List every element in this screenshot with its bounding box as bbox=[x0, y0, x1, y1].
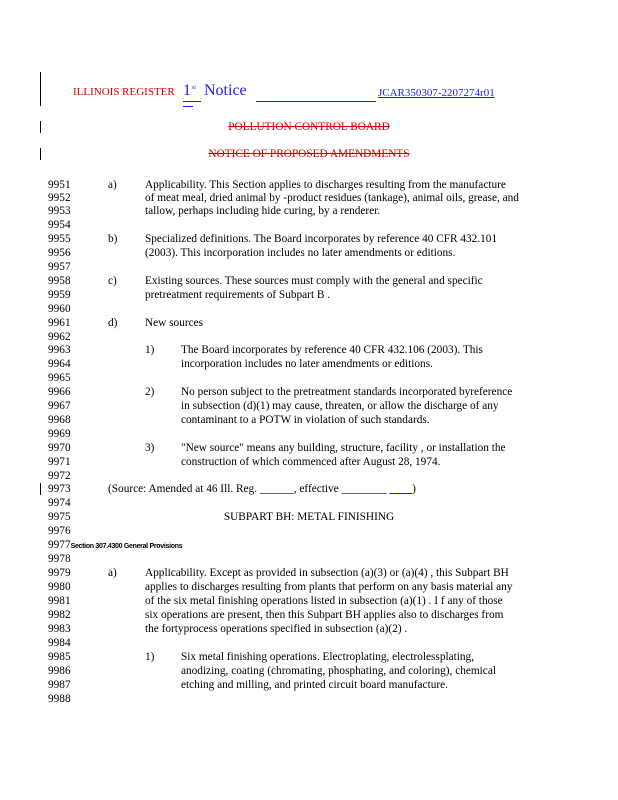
line-text: six operations are present, then this Subpart BH applies also to discharges from bbox=[145, 609, 504, 621]
item-marker: a) bbox=[108, 567, 117, 579]
line-number: 9987 bbox=[48, 679, 71, 691]
notice-title: NOTICE OF PROPOSED AMENDMENTS bbox=[208, 148, 410, 160]
doc-line bbox=[0, 204, 618, 218]
line-text: New sources bbox=[145, 317, 204, 329]
doc-line bbox=[0, 636, 618, 650]
doc-line bbox=[0, 510, 618, 524]
doc-line bbox=[0, 302, 618, 316]
line-text: "New source" means any building, structure, facility , or installation the bbox=[181, 442, 506, 454]
line-number: 9978 bbox=[48, 553, 71, 565]
item-marker: 3) bbox=[145, 442, 155, 454]
line-number: 9973 bbox=[48, 483, 71, 495]
line-text: pretreatment requirements of Subpart B . bbox=[145, 289, 331, 301]
doc-line bbox=[0, 455, 618, 469]
doc-line bbox=[0, 330, 618, 344]
item-marker: b) bbox=[108, 233, 118, 245]
line-text: of meat meal, dried animal by -product residues (tankage), animal oils, grease, and bbox=[145, 192, 519, 204]
line-number: 9982 bbox=[48, 609, 71, 621]
item-marker: 2) bbox=[145, 386, 155, 398]
line-number: 9952 bbox=[48, 192, 71, 204]
doc-line bbox=[0, 594, 618, 608]
line-number: 9970 bbox=[48, 442, 71, 454]
doc-line bbox=[0, 413, 618, 427]
line-number: 9958 bbox=[48, 275, 71, 287]
line-number: 9963 bbox=[48, 344, 71, 356]
line-number: 9984 bbox=[48, 637, 71, 649]
issue-ordinal: st bbox=[192, 85, 197, 91]
board-name: POLLUTION CONTROL BOARD bbox=[228, 121, 390, 133]
item-marker: a) bbox=[108, 179, 117, 191]
item-marker: c) bbox=[108, 275, 117, 287]
doc-line bbox=[0, 260, 618, 274]
line-text: (2003). This incorporation includes no later amendments or editions. bbox=[145, 247, 456, 259]
line-number: 9976 bbox=[48, 525, 71, 537]
line-text: Specialized definitions. The Board incorporates by reference 40 CFR 432.101 bbox=[145, 233, 498, 245]
doc-line bbox=[0, 288, 618, 302]
line-text: applies to discharges resulting from plants that perform on any basis material any bbox=[145, 581, 513, 593]
doc-line bbox=[0, 622, 618, 636]
line-number: 9968 bbox=[48, 414, 71, 426]
line-number: 9979 bbox=[48, 567, 71, 579]
doc-line bbox=[0, 552, 618, 566]
doc-line bbox=[0, 385, 618, 399]
doc-line bbox=[0, 178, 618, 192]
doc-line bbox=[0, 678, 618, 692]
line-number: 9980 bbox=[48, 581, 71, 593]
jcar-code: JCAR350307-2207274r01 bbox=[378, 87, 495, 99]
doc-line bbox=[0, 538, 618, 552]
line-text: Applicability. This Section applies to discharges resulting from the manufacture bbox=[145, 179, 506, 191]
line-text: contaminant to a POTW in violation of such standards. bbox=[181, 414, 430, 426]
line-text: of the six metal finishing operations listed in subsection (a)(1) . I f any of those bbox=[145, 595, 503, 607]
doc-line bbox=[0, 191, 618, 205]
line-number: 9957 bbox=[48, 261, 71, 273]
line-number: 9981 bbox=[48, 595, 71, 607]
line-text: the fortyprocess operations specified in subsection (a)(2) . bbox=[145, 623, 408, 635]
line-text: Existing sources. These sources must comply with the general and specific bbox=[145, 275, 483, 287]
line-number: 9961 bbox=[48, 317, 71, 329]
line-number: 9953 bbox=[48, 205, 71, 217]
line-text: No person subject to the pretreatment standards incorporated byreference bbox=[181, 386, 513, 398]
doc-line bbox=[0, 692, 618, 706]
doc-line bbox=[0, 343, 618, 357]
source-text: (Source: Amended at 46 Ill. Reg. ______, effective ________ bbox=[108, 483, 390, 495]
line-number: 9983 bbox=[48, 623, 71, 635]
line-text: incorporation includes no later amendments or editions. bbox=[181, 358, 433, 370]
source-note bbox=[108, 482, 416, 496]
line-number: 9988 bbox=[48, 693, 71, 705]
doc-line bbox=[0, 246, 618, 260]
header-underline bbox=[183, 101, 201, 102]
line-number: 9971 bbox=[48, 456, 71, 468]
item-marker: 1) bbox=[145, 344, 155, 356]
doc-line bbox=[0, 441, 618, 455]
doc-line bbox=[0, 357, 618, 371]
line-number: 9954 bbox=[48, 219, 71, 231]
source-close: ) bbox=[412, 483, 416, 495]
doc-line bbox=[0, 274, 618, 288]
doc-line bbox=[0, 218, 618, 232]
line-number: 9962 bbox=[48, 331, 71, 343]
line-number: 9975 bbox=[48, 511, 71, 523]
doc-line bbox=[0, 566, 618, 580]
header-underline bbox=[256, 101, 376, 102]
line-number: 9951 bbox=[48, 179, 71, 191]
doc-line bbox=[0, 496, 618, 510]
item-marker: d) bbox=[108, 317, 118, 329]
doc-line bbox=[0, 482, 618, 496]
line-number: 9956 bbox=[48, 247, 71, 259]
doc-line bbox=[0, 608, 618, 622]
line-text: etching and milling, and printed circuit board manufacture. bbox=[181, 679, 448, 691]
issue-number: 1 bbox=[183, 82, 191, 99]
item-marker: 1) bbox=[145, 651, 155, 663]
doc-line bbox=[0, 399, 618, 413]
doc-line bbox=[0, 469, 618, 483]
line-number: 9966 bbox=[48, 386, 71, 398]
doc-line bbox=[0, 664, 618, 678]
doc-line bbox=[0, 371, 618, 385]
line-text: construction of which commenced after August 28, 1974. bbox=[181, 456, 441, 468]
line-text: in subsection (d)(1) may cause, threaten, or allow the discharge of any bbox=[181, 400, 499, 412]
line-number: 9974 bbox=[48, 497, 71, 509]
doc-line bbox=[0, 580, 618, 594]
doc-line bbox=[0, 427, 618, 441]
line-number: 9972 bbox=[48, 470, 71, 482]
header-underline bbox=[183, 106, 193, 107]
line-number: 9960 bbox=[48, 303, 71, 315]
register-title: ILLINOIS REGISTER bbox=[73, 86, 175, 98]
doc-line bbox=[0, 524, 618, 538]
subpart-heading: SUBPART BH: METAL FINISHING bbox=[223, 511, 395, 523]
section-heading: Section 307.4300 General Provisions bbox=[70, 543, 183, 550]
line-text: The Board incorporates by reference 40 CFR 432.106 (2003). This bbox=[181, 344, 483, 356]
doc-line bbox=[0, 650, 618, 664]
line-number: 9986 bbox=[48, 665, 71, 677]
line-text: tallow, perhaps including hide curing, by a renderer. bbox=[145, 205, 381, 217]
line-number: 9967 bbox=[48, 400, 71, 412]
line-number: 9985 bbox=[48, 651, 71, 663]
line-number: 9964 bbox=[48, 358, 71, 370]
line-number: 9955 bbox=[48, 233, 71, 245]
line-text: Applicability. Except as provided in subsection (a)(3) or (a)(4) , this Subpart BH bbox=[145, 567, 509, 579]
notice-label: Notice bbox=[204, 82, 247, 99]
doc-line bbox=[0, 232, 618, 246]
line-number-value: 9977 bbox=[48, 539, 71, 551]
change-bar bbox=[40, 72, 41, 106]
line-text: anodizing, coating (chromating, phosphating, and coloring), chemical bbox=[181, 665, 496, 677]
line-number: 9959 bbox=[48, 289, 71, 301]
line-text: Six metal finishing operations. Electroplating, electrolessplating, bbox=[181, 651, 475, 663]
doc-line bbox=[0, 316, 618, 330]
line-number: 9969 bbox=[48, 428, 71, 440]
line-number: 9965 bbox=[48, 372, 71, 384]
source-blank: ____ bbox=[389, 483, 413, 495]
